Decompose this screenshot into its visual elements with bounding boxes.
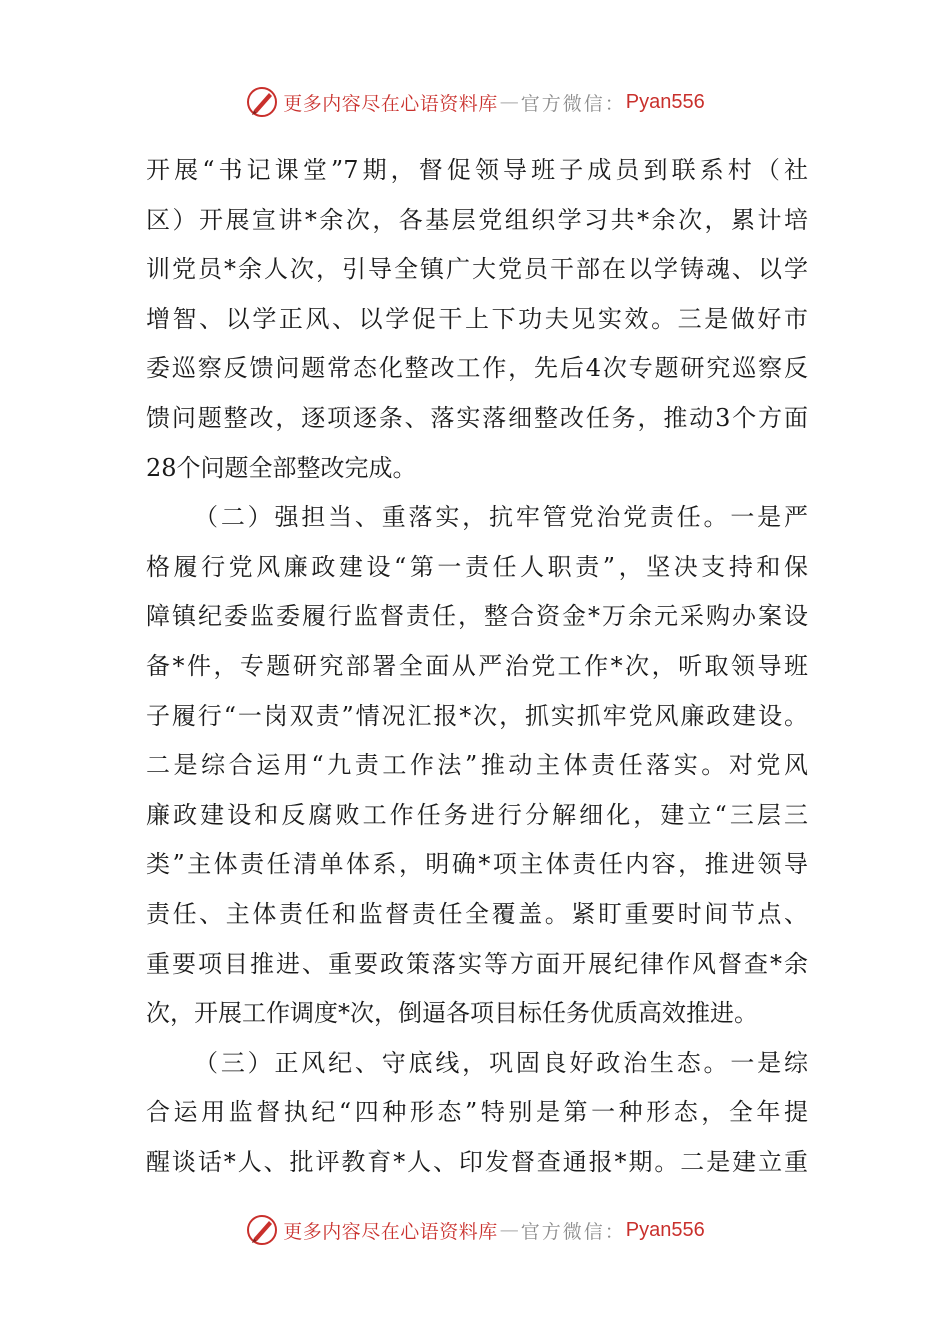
header-separator: —	[499, 91, 519, 113]
footer-wechat-label: 官方微信：	[520, 1220, 626, 1243]
body-line: 备*件，专题研究部署全面从严治党工作*次，听取领导班	[146, 651, 808, 680]
body-line: 二是综合运用“九责工作法”推动主体责任落实。对党风	[146, 751, 808, 780]
footer-separator: —	[499, 1219, 519, 1241]
document-body	[146, 146, 808, 1187]
body-line: 次，开展工作调度*次，倒逼各项目标任务优质高效推进。	[146, 999, 758, 1028]
body-line: 开展“书记课堂”7期，督促领导班子成员到联系村（社	[146, 156, 808, 184]
header-wechat-id: Pyan556	[625, 90, 705, 113]
body-line: 重要项目推进、重要政策落实等方面开展纪律作风督查*余	[146, 949, 808, 978]
header-banner	[0, 82, 950, 122]
body-line: 28个问题全部整改完成。	[146, 453, 417, 482]
body-line: 格履行党风廉政建设“第一责任人职责”，坚决支持和保	[146, 552, 808, 581]
body-line: 责任、主体责任和监督责任全覆盖。紧盯重要时间节点、	[146, 899, 808, 928]
body-line: 类”主体责任清单体系，明确*项主体责任内容，推进领导	[146, 850, 808, 879]
body-line: 馈问题整改，逐项逐条、落实落细整改任务，推动3个方面	[146, 403, 808, 432]
pen-logo-icon	[245, 1213, 279, 1247]
body-line: 增智、以学正风、以学促干上下功夫见实效。三是做好市	[146, 304, 808, 333]
body-line: 合运用监督执纪“四种形态”特别是第一种形态，全年提	[146, 1098, 808, 1127]
footer-site-text: 更多内容尽在心语资料库	[283, 1220, 498, 1243]
header-site-text: 更多内容尽在心语资料库	[283, 92, 498, 115]
body-line: 廉政建设和反腐败工作任务进行分解细化，建立“三层三	[146, 800, 808, 829]
footer-wechat-id: Pyan556	[625, 1218, 705, 1241]
header-wechat-label: 官方微信：	[520, 92, 626, 115]
section-heading-line: （二）强担当、重落实，抗牢管党治党责任。一是严	[194, 503, 808, 532]
body-line: 障镇纪委监委履行监督责任，整合资金*万余元采购办案设	[146, 602, 808, 631]
section-heading-line: （三）正风纪、守底线，巩固良好政治生态。一是综	[194, 1048, 808, 1077]
body-line: 委巡察反馈问题常态化整改工作，先后4次专题研究巡察反	[146, 354, 808, 383]
pen-logo-icon	[245, 85, 279, 119]
footer-banner	[0, 1210, 950, 1250]
body-line: 醒谈话*人、批评教育*人、印发督查通报*期。二是建立重	[146, 1147, 808, 1176]
body-line: 区）开展宣讲*余次，各基层党组织学习共*余次，累计培	[146, 205, 808, 234]
body-line: 子履行“一岗双责”情况汇报*次，抓实抓牢党风廉政建设。	[146, 701, 808, 730]
body-line: 训党员*余人次，引导全镇广大党员干部在以学铸魂、以学	[146, 255, 808, 284]
